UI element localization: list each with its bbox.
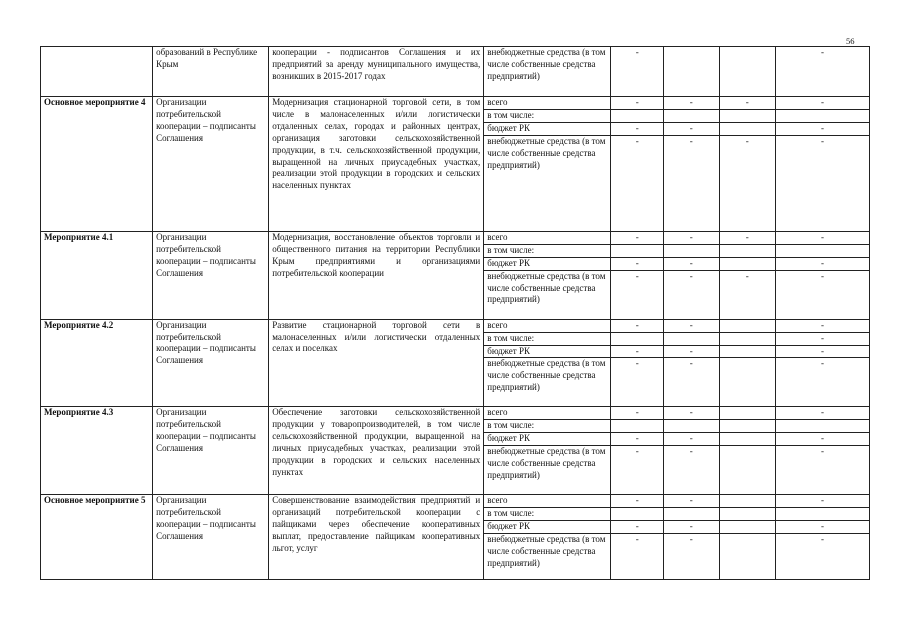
amount-cell: - bbox=[663, 319, 719, 332]
amount-cell: - bbox=[663, 257, 719, 270]
measure-name-cell: Мероприятие 4.3 bbox=[41, 407, 153, 495]
amount-cell bbox=[719, 319, 776, 332]
amount-cell bbox=[719, 332, 776, 345]
amount-cell: - bbox=[776, 345, 870, 358]
table-row bbox=[41, 495, 870, 508]
amount-cell bbox=[611, 110, 664, 123]
description-cell: Модернизация, восстановление объектов торговли и общественного питания на территории Республики Крым предприятиями и организациями потребительской кооперации bbox=[269, 231, 484, 319]
amount-cell bbox=[776, 244, 870, 257]
table-row bbox=[41, 407, 870, 420]
amount-cell bbox=[776, 508, 870, 521]
funding-source-cell: всего bbox=[484, 97, 611, 110]
amount-cell: - bbox=[776, 521, 870, 534]
page-number: 56 bbox=[846, 36, 855, 46]
funding-source-cell: внебюджетные средства (в том числе собственные средства предприятий) bbox=[484, 135, 611, 231]
funding-source-cell: внебюджетные средства (в том числе собственные средства предприятий) bbox=[484, 270, 611, 319]
amount-cell: - bbox=[776, 433, 870, 446]
amount-cell bbox=[719, 420, 776, 433]
amount-cell bbox=[611, 244, 664, 257]
amount-cell: - bbox=[663, 446, 719, 495]
amount-cell: - bbox=[776, 270, 870, 319]
table-row bbox=[41, 97, 870, 110]
description-cell: Модернизация стационарной торговой сети, в том числе в малонаселенных и/или логистически отдаленных селах, городах и районных центрах, организация заготовки сельскохозяйственной продукции, в т.ч. сельскохозяйственной продукции, выращенной на личных приусадебных участках, реализации этой продукции в городских и сельских населенных пунктах bbox=[269, 97, 484, 232]
amount-cell: - bbox=[719, 270, 776, 319]
funding-source-cell: внебюджетные средства (в том числе собственные средства предприятий) bbox=[484, 534, 611, 580]
funding-source-cell: всего bbox=[484, 495, 611, 508]
amount-cell bbox=[663, 420, 719, 433]
amount-cell: - bbox=[663, 521, 719, 534]
amount-cell: - bbox=[611, 231, 664, 244]
funding-source-cell: в том числе: bbox=[484, 420, 611, 433]
amount-cell: - bbox=[776, 534, 870, 580]
amount-cell: - bbox=[776, 97, 870, 110]
amount-cell: - bbox=[611, 521, 664, 534]
amount-cell: - bbox=[776, 332, 870, 345]
description-cell: Развитие стационарной торговой сети в малонаселенных и/или логистически отдаленных селах и поселках bbox=[269, 319, 484, 407]
amount-cell: - bbox=[611, 407, 664, 420]
amount-cell bbox=[663, 244, 719, 257]
amount-cell bbox=[719, 257, 776, 270]
measure-name-cell: Основное мероприятие 5 bbox=[41, 495, 153, 580]
amount-cell: - bbox=[611, 433, 664, 446]
amount-cell bbox=[719, 495, 776, 508]
amount-cell bbox=[611, 332, 664, 345]
amount-cell: - bbox=[776, 257, 870, 270]
funding-source-cell: бюджет РК bbox=[484, 521, 611, 534]
amount-cell bbox=[663, 508, 719, 521]
executor-cell: Организации потребительской кооперации – подписанты Соглашения bbox=[153, 97, 269, 232]
table-row bbox=[41, 47, 870, 97]
amount-cell: - bbox=[611, 495, 664, 508]
amount-cell bbox=[719, 407, 776, 420]
description-cell: кооперации - подписантов Соглашения и их предприятий за аренду муниципального имущества, возникших в 2015-2017 годах bbox=[269, 47, 484, 97]
amount-cell: - bbox=[719, 231, 776, 244]
executor-cell: Организации потребительской кооперации – подписанты Соглашения bbox=[153, 495, 269, 580]
amount-cell: - bbox=[776, 231, 870, 244]
amount-cell: - bbox=[611, 446, 664, 495]
amount-cell bbox=[719, 47, 776, 97]
amount-cell bbox=[719, 122, 776, 135]
amount-cell bbox=[719, 446, 776, 495]
funding-source-cell: внебюджетные средства (в том числе собственные средства предприятий) bbox=[484, 358, 611, 407]
funding-source-cell: всего bbox=[484, 231, 611, 244]
amount-cell bbox=[719, 508, 776, 521]
amount-cell bbox=[663, 47, 719, 97]
program-measures-table bbox=[40, 46, 870, 580]
amount-cell bbox=[719, 345, 776, 358]
amount-cell: - bbox=[663, 270, 719, 319]
measure-name-cell: Мероприятие 4.2 bbox=[41, 319, 153, 407]
amount-cell: - bbox=[611, 319, 664, 332]
amount-cell bbox=[776, 420, 870, 433]
amount-cell: - bbox=[611, 122, 664, 135]
amount-cell: - bbox=[611, 257, 664, 270]
amount-cell: - bbox=[663, 97, 719, 110]
amount-cell: - bbox=[776, 47, 870, 97]
amount-cell: - bbox=[776, 446, 870, 495]
amount-cell bbox=[719, 534, 776, 580]
funding-source-cell: в том числе: bbox=[484, 332, 611, 345]
amount-cell: - bbox=[611, 47, 664, 97]
amount-cell bbox=[719, 433, 776, 446]
amount-cell: - bbox=[611, 135, 664, 231]
amount-cell bbox=[611, 420, 664, 433]
amount-cell: - bbox=[611, 345, 664, 358]
amount-cell: - bbox=[611, 534, 664, 580]
amount-cell bbox=[663, 110, 719, 123]
amount-cell: - bbox=[719, 97, 776, 110]
description-cell: Совершенствование взаимодействия предприятий и организаций потребительской кооперации с пайщиками через обеспечение кооперативных выплат, предоставление пайщикам кооперативных льгот, услуг bbox=[269, 495, 484, 580]
funding-source-cell: бюджет РК bbox=[484, 257, 611, 270]
amount-cell: - bbox=[663, 231, 719, 244]
amount-cell: - bbox=[776, 319, 870, 332]
amount-cell bbox=[776, 110, 870, 123]
amount-cell: - bbox=[776, 495, 870, 508]
amount-cell bbox=[719, 244, 776, 257]
amount-cell: - bbox=[663, 534, 719, 580]
amount-cell bbox=[719, 521, 776, 534]
amount-cell: - bbox=[663, 495, 719, 508]
amount-cell: - bbox=[776, 122, 870, 135]
executor-cell: Организации потребительской кооперации – подписанты Соглашения bbox=[153, 407, 269, 495]
executor-cell: Организации потребительской кооперации – подписанты Соглашения bbox=[153, 231, 269, 319]
amount-cell: - bbox=[663, 407, 719, 420]
amount-cell: - bbox=[663, 345, 719, 358]
funding-source-cell: внебюджетные средства (в том числе собственные средства предприятий) bbox=[484, 47, 611, 97]
funding-source-cell: в том числе: bbox=[484, 110, 611, 123]
amount-cell: - bbox=[719, 135, 776, 231]
funding-source-cell: бюджет РК bbox=[484, 122, 611, 135]
funding-source-cell: всего bbox=[484, 319, 611, 332]
table-row bbox=[41, 231, 870, 244]
table-row bbox=[41, 319, 870, 332]
measure-name-cell bbox=[41, 47, 153, 97]
funding-source-cell: внебюджетные средства (в том числе собственные средства предприятий) bbox=[484, 446, 611, 495]
amount-cell bbox=[611, 508, 664, 521]
amount-cell bbox=[719, 358, 776, 407]
amount-cell: - bbox=[776, 358, 870, 407]
amount-cell: - bbox=[611, 358, 664, 407]
amount-cell bbox=[719, 110, 776, 123]
funding-source-cell: в том числе: bbox=[484, 244, 611, 257]
measure-name-cell: Мероприятие 4.1 bbox=[41, 231, 153, 319]
executor-cell: образований в Республике Крым bbox=[153, 47, 269, 97]
executor-cell: Организации потребительской кооперации – подписанты Соглашения bbox=[153, 319, 269, 407]
funding-source-cell: в том числе: bbox=[484, 508, 611, 521]
amount-cell: - bbox=[611, 97, 664, 110]
funding-source-cell: бюджет РК bbox=[484, 433, 611, 446]
amount-cell: - bbox=[663, 122, 719, 135]
funding-source-cell: бюджет РК bbox=[484, 345, 611, 358]
amount-cell: - bbox=[776, 135, 870, 231]
measure-name-cell: Основное мероприятие 4 bbox=[41, 97, 153, 232]
amount-cell: - bbox=[611, 270, 664, 319]
description-cell: Обеспечение заготовки сельскохозяйственной продукции у товаропроизводителей, в том числе сельскохозяйственной продукции, выращенной на личных приусадебных участках, реализации этой продукции в городских и сельских населенных пунктах bbox=[269, 407, 484, 495]
table-body bbox=[41, 47, 870, 580]
amount-cell: - bbox=[663, 433, 719, 446]
funding-source-cell: всего bbox=[484, 407, 611, 420]
amount-cell bbox=[663, 332, 719, 345]
amount-cell: - bbox=[776, 407, 870, 420]
amount-cell: - bbox=[663, 135, 719, 231]
amount-cell: - bbox=[663, 358, 719, 407]
